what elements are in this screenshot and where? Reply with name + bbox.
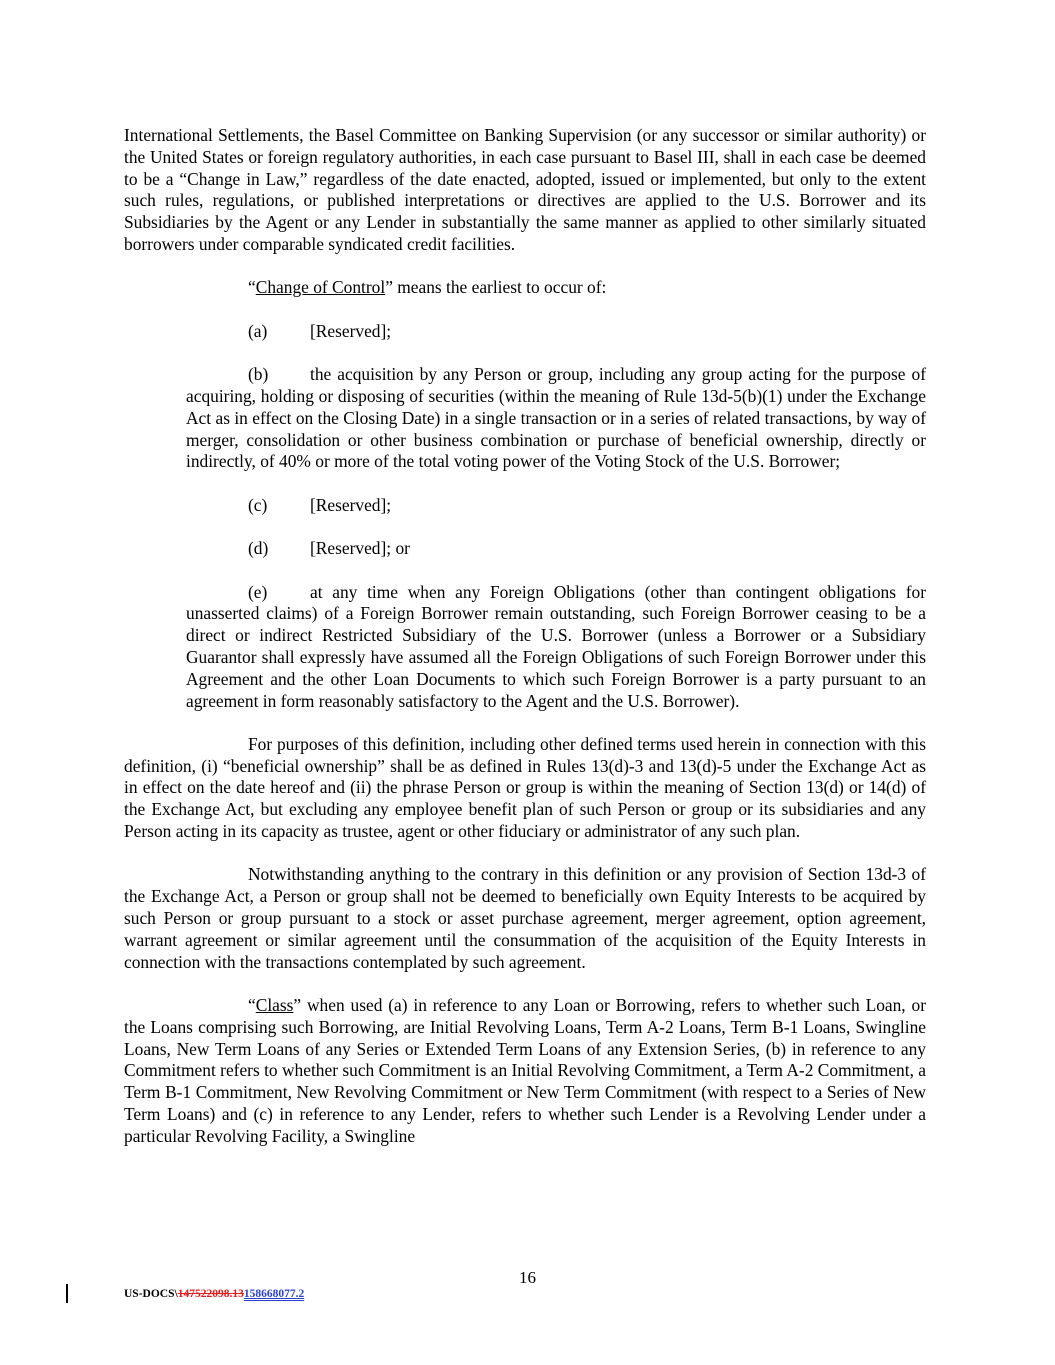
defined-term-change-of-control: Change of Control [255, 277, 386, 298]
definition-text: ” when used (a) in reference to any Loan or Borrowing, refers to whether such Loan, or the Loans comprising such Borrowing, are Initial Revolving Loans, Term A-2 Loans, Term B-1 Loans, Swingline Loans, New Term Loans of any Series or Extended Term Loans of any Extension Series, (b) in reference to any Commitment refers to whether such Commitment is an Initial Revolving Commitment, a Term A-2 Commitment, a Term B-1 Commitment, New Revolving Commitment or New Term Commitment (with respect to a Series of New Term Loans) and (c) in reference to any Lender, refers to whether such Lender is a Revolving Lender under a particular Revolving Facility, a Swingline [124, 995, 926, 1146]
clause-text: [Reserved]; or [310, 538, 410, 559]
clause-label: (e) [248, 581, 268, 602]
document-body [124, 125, 926, 1169]
clause-text: the acquisition by any Person or group, including any group acting for the purpose of acquiring, holding or disposing of securities (within the meaning of Rule 13d-5(b)(1) under the Exchange Act as in effect on the Closing Date) in a single transaction or in a series of related transactions, by way of merger, consolidation or other business combination or purchase of beneficial ownership, directly or indirectly, of 40% or more of the total voting power of the Voting Stock of the U.S. Borrower; [186, 364, 926, 472]
document-id-footer [124, 1288, 304, 1300]
paragraph-change-in-law-cont: International Settlements, the Basel Committee on Banking Supervision (or any successor or similar authority) or the United States or foreign regulatory authorities, in each case pursuant to Basel III, shall in each case be deemed to be a “Change in Law,” regardless of the date enacted, adopted, issued or implemented, but only to the extent such rules, regulations, or published interpretations or directives are applied to the U.S. Borrower and its Subsidiaries by the Agent or any Lender in substantially the same manner as applied to other similarly situated borrowers under comparable syndicated credit facilities. [124, 125, 926, 254]
change-bar [66, 1284, 68, 1303]
doc-id-deleted: 147522098.13 [177, 1288, 244, 1300]
page-number: 16 [519, 1268, 536, 1287]
clause-d [124, 538, 926, 560]
clause-label: (b) [248, 364, 269, 385]
clause-a [124, 321, 926, 343]
paragraph-purposes: For purposes of this definition, including other defined terms used herein in connection with this definition, (i) “beneficial ownership” shall be as defined in Rules 13(d)-3 and 13(d)-5 under the Exchange Act as in effect on the date hereof and (ii) the phrase Person or group is within the meaning of Section 13(d) or 14(d) of the Exchange Act, but excluding any employee benefit plan of such Person or group or its subsidiaries and any Person acting in its capacity as trustee, agent or other fiduciary or administrator of any such plan. [124, 733, 926, 842]
clause-text: [Reserved]; [310, 320, 392, 341]
definition-text: ” means the earliest to occur of: [385, 277, 607, 298]
clause-b [186, 364, 926, 473]
clause-label: (a) [248, 320, 268, 341]
doc-id-prefix: US-DOCS\ [124, 1288, 178, 1300]
defined-term-class: Class [255, 995, 294, 1016]
open-quote: “ [248, 277, 256, 298]
clause-e [186, 582, 926, 713]
open-quote: “ [248, 995, 256, 1016]
definition-change-of-control [124, 277, 926, 299]
clause-text: at any time when any Foreign Obligations (other than contingent obligations for unasserted claims) of a Foreign Borrower remain outstanding, such Foreign Borrower ceasing to be a direct or indirect Restricted Subsidiary of the U.S. Borrower (unless a Borrower or a Subsidiary Guarantor shall expressly have assumed all the Foreign Obligations of such Foreign Borrower under this Agreement and the other Loan Documents to which such Foreign Borrower is a party pursuant to an agreement in form reasonably satisfactory to the Agent and the U.S. Borrower). [186, 581, 926, 711]
doc-id-inserted: 158668077.2 [243, 1288, 305, 1300]
definition-class [124, 995, 926, 1148]
clause-text: [Reserved]; [310, 494, 392, 515]
clause-label: (c) [248, 494, 268, 515]
paragraph-notwithstanding: Notwithstanding anything to the contrary in this definition or any provision of Section 13d-3 of the Exchange Act, a Person or group shall not be deemed to beneficially own Equity Interests to be acquired by such Person or group pursuant to a stock or asset purchase agreement, merger agreement, option agreement, warrant agreement or similar agreement until the consummation of the acquisition of the Equity Interests in connection with the transactions contemplated by such agreement. [124, 864, 926, 972]
clause-c [124, 495, 926, 517]
clause-label: (d) [248, 538, 269, 559]
